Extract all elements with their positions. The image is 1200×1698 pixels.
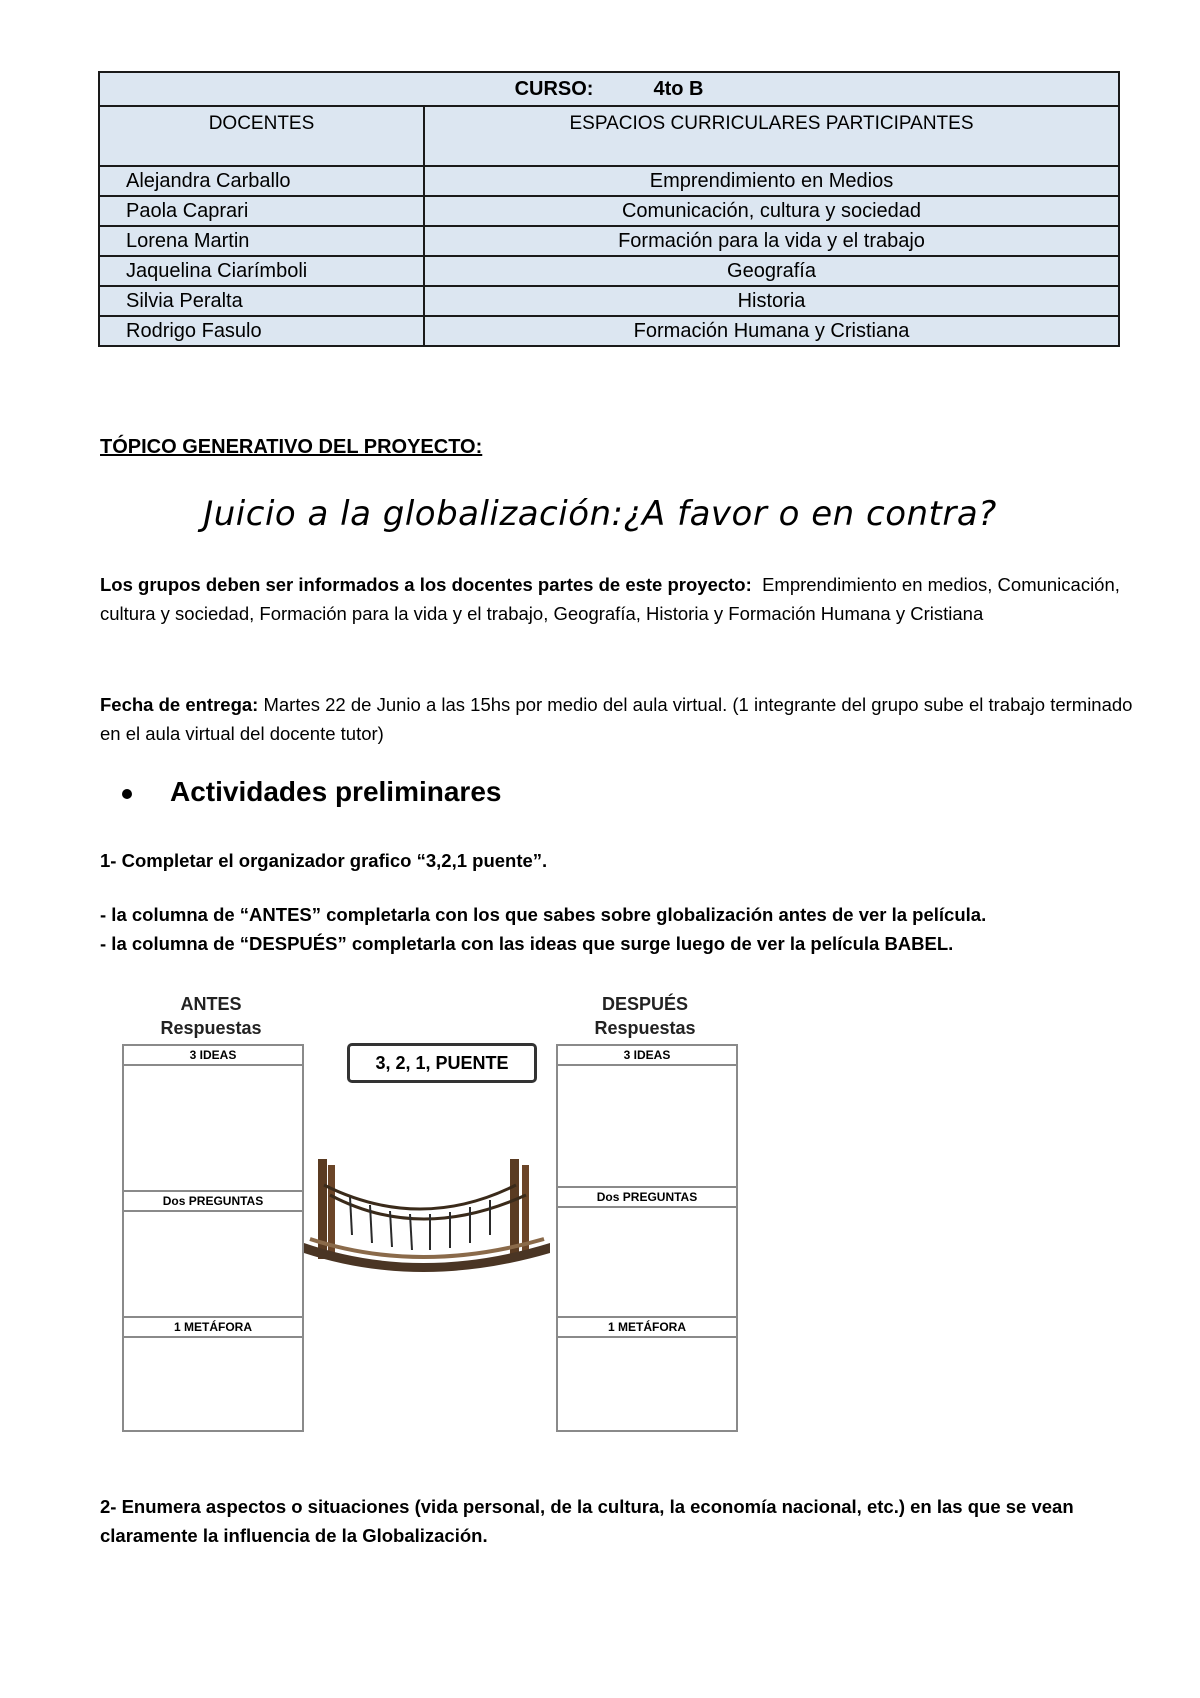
docente-cell: Rodrigo Fasulo (99, 316, 424, 346)
groups-lead: Los grupos deben ser informados a los docentes partes de este proyecto: (100, 574, 752, 595)
despues-subtitle: Respuestas (594, 1018, 696, 1038)
despues-column (556, 1044, 738, 1432)
espacio-cell: Formación Humana y Cristiana (424, 316, 1119, 346)
bridge-icon (300, 1155, 560, 1275)
espacio-cell: Geografía (424, 256, 1119, 286)
antes-column (122, 1044, 304, 1432)
topic-label: TÓPICO GENERATIVO DEL PROYECTO: (100, 436, 483, 458)
groups-text: Emprendimiento en medios, Comunicación, cultura y sociedad, Formación para la vida y el trabajo, Geografía, Historia y Formación Humana y Cristiana (100, 574, 1120, 624)
antes-subtitle: Respuestas (160, 1018, 262, 1038)
despues-metafora-label: 1 METÁFORA (558, 1316, 736, 1338)
despues-title (556, 992, 734, 1040)
activity2: 2- Enumera aspectos o situaciones (vida personal, de la cultura, la economía nacional, etc.) en las que se vean claramente la influencia de la Globalización. (100, 1496, 1074, 1546)
antes-title (122, 992, 300, 1040)
espacios-header: ESPACIOS CURRICULARES PARTICIPANTES (424, 106, 1119, 166)
espacio-cell: Formación para la vida y el trabajo (424, 226, 1119, 256)
docente-cell: Alejandra Carballo (99, 166, 424, 196)
delivery-paragraph (100, 690, 1140, 748)
espacio-cell: Historia (424, 286, 1119, 316)
docentes-header: DOCENTES (99, 106, 424, 166)
section-heading-text: Actividades preliminares (170, 776, 502, 807)
bullet-icon (122, 789, 132, 799)
antes-ideas-label: 3 IDEAS (124, 1044, 302, 1066)
docente-cell: Jaquelina Ciarímboli (99, 256, 424, 286)
docente-cell: Lorena Martin (99, 226, 424, 256)
antes-preguntas-label: Dos PREGUNTAS (124, 1190, 302, 1212)
course-label: CURSO: (514, 77, 594, 100)
despues-label: DESPUÉS (601, 994, 689, 1014)
section-heading (122, 776, 501, 808)
despues-ideas-label: 3 IDEAS (558, 1044, 736, 1066)
docente-cell: Paola Caprari (99, 196, 424, 226)
espacio-cell: Emprendimiento en Medios (424, 166, 1119, 196)
puente-label: 3, 2, 1, PUENTE (347, 1043, 537, 1083)
bridge-post (328, 1165, 335, 1255)
delivery-text: Martes 22 de Junio a las 15hs por medio del aula virtual. (1 integrante del grupo sube el trabajo terminado en el aula virtual del docente tutor) (100, 694, 1133, 744)
course-value: 4to B (653, 77, 704, 100)
delivery-lead: Fecha de entrega: (100, 694, 259, 715)
project-title: Juicio a la globalización:¿A favor o en contra? (203, 494, 997, 534)
espacio-cell: Comunicación, cultura y sociedad (424, 196, 1119, 226)
despues-preguntas-label: Dos PREGUNTAS (558, 1186, 736, 1208)
docente-cell: Silvia Peralta (99, 286, 424, 316)
antes-metafora-label: 1 METÁFORA (124, 1316, 302, 1338)
antes-label: ANTES (180, 994, 242, 1014)
course-table (98, 71, 1120, 347)
bridge-hangers (350, 1197, 490, 1250)
course-cell (99, 72, 1119, 106)
groups-paragraph (100, 570, 1140, 628)
activity1-line1: - la columna de “ANTES” completarla con los que sabes sobre globalización antes de ver la película. (100, 904, 987, 925)
activity1-title: 1- Completar el organizador grafico “3,2,1 puente”. (100, 850, 548, 871)
activity1-line2: - la columna de “DESPUÉS” completarla con las ideas que surge luego de ver la película BABEL. (100, 933, 954, 954)
